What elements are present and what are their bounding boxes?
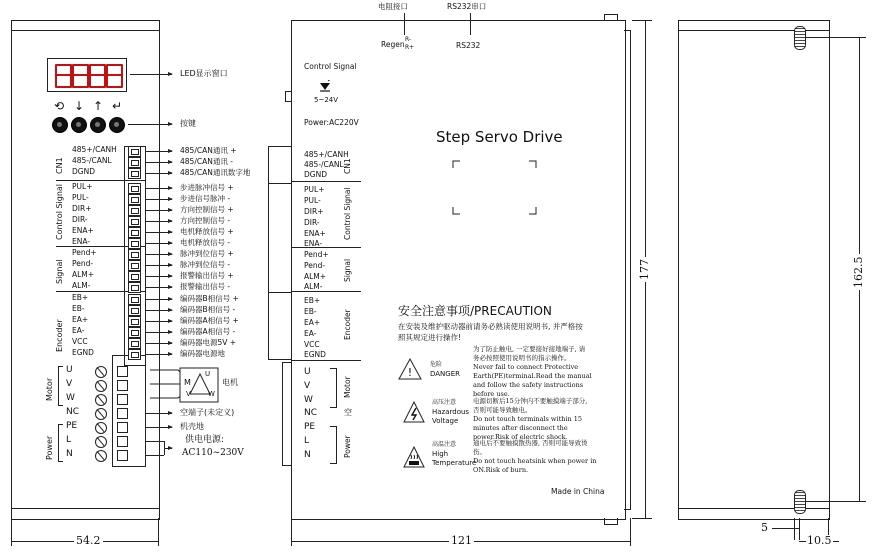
annotation-leader (146, 254, 172, 255)
annotation-leader (146, 321, 172, 322)
dimension-extension (806, 37, 866, 38)
side-motor-pin: W (304, 395, 313, 405)
side-motor-pin: NC (304, 408, 318, 418)
screw-icon (95, 436, 107, 448)
screw-icon (95, 394, 107, 406)
temp-text: ON.Risk of burn. (473, 466, 529, 474)
annotation-leader (146, 354, 172, 355)
side-motor-pin: V (304, 381, 311, 391)
annotation-leader (146, 151, 172, 152)
nc-leader (146, 413, 172, 414)
annotation-leader (146, 232, 172, 233)
annotation-leader (146, 199, 172, 200)
terminal-slot (128, 205, 141, 216)
motor-symbol-v: V (186, 390, 191, 398)
voltage-en: Hazardous (432, 408, 470, 416)
pe-leader (146, 427, 172, 428)
pin-label: EB+ (72, 293, 89, 302)
terminal-slot (128, 227, 141, 238)
side-control-signal-label: Control Signal (343, 187, 352, 240)
dimension-extension (158, 518, 159, 546)
mounting-slot (794, 26, 806, 50)
side-motor-pin: PE (304, 422, 316, 432)
pin-label: EB- (72, 304, 85, 313)
annotation-text: 电机释放信号 + (180, 227, 234, 236)
terminal-slot (128, 146, 141, 157)
pin-label: VCC (72, 337, 88, 346)
side-power-bracket (330, 426, 337, 464)
nc-annotation: 空端子(未定义) (180, 408, 235, 417)
annotation-text: 方向控制信号 + (180, 205, 234, 214)
temp-text: 伤。 (473, 448, 486, 456)
terminal-box (117, 366, 128, 377)
buttons-leader (128, 124, 172, 125)
annotation-text: 电机释放信号 - (180, 238, 231, 247)
side-pin-label: EB+ (304, 296, 321, 305)
annotation-text: 步进脉冲信号 + (180, 183, 234, 192)
dimension-extension (632, 20, 652, 21)
pin-label: ALM+ (72, 270, 95, 279)
dimension-extension (799, 518, 800, 540)
danger-text: Never fail to connect Protective (473, 363, 579, 371)
motor-pin-label: V (66, 379, 73, 389)
motor-symbol-u: U (205, 370, 211, 378)
signal-group-label: Signal (55, 259, 64, 284)
encoder-group-label: Encoder (55, 319, 64, 352)
dimension-extension (794, 518, 795, 540)
terminal-box (117, 394, 128, 405)
back-panel-bottom-edge (678, 508, 829, 509)
motor-pin-label: PE (66, 421, 78, 431)
terminal-box (117, 436, 128, 447)
side-width-dimension: 121 (451, 534, 472, 547)
group-divider (56, 180, 146, 181)
side-motor-bracket (330, 368, 337, 408)
side-pin-label: PUL- (304, 196, 321, 205)
button-symbol: ↵ (112, 99, 123, 113)
terminal-box (117, 380, 128, 391)
annotation-text: 方向控制信号 - (180, 216, 231, 225)
terminal-slot (128, 316, 141, 327)
annotation-leader (146, 332, 172, 333)
precaution-intro: 照其规定进行操作! (398, 333, 462, 342)
side-pin-label: DIR+ (304, 207, 324, 216)
side-cn1-label: CN1 (343, 158, 352, 174)
hot-surface-icon (403, 446, 425, 468)
pe-annotation: 机壳地 (180, 422, 204, 431)
annotation-leader (146, 221, 172, 222)
high-voltage-icon (403, 401, 425, 423)
annotation-text: 485/CAN通讯数字地 (180, 168, 251, 177)
dimension-extension (632, 518, 652, 519)
motor-bracket (58, 366, 63, 406)
side-pin-label: PUL+ (304, 185, 325, 194)
front-panel-bottom-edge (11, 508, 160, 509)
voltage-label: 5~24V (314, 96, 339, 104)
voltage-en: Voltage (432, 417, 459, 425)
terminal-slot (128, 157, 141, 168)
annotation-text: 编码器A相信号 - (180, 327, 236, 336)
power-rating-label: Power:AC220V (304, 118, 359, 127)
terminal-box (117, 450, 128, 461)
led-digit (106, 64, 123, 88)
annotation-leader (146, 210, 172, 211)
side-group-divider (291, 291, 361, 292)
supply-leader (146, 441, 164, 442)
led-digit (55, 64, 72, 88)
power-bracket (58, 424, 63, 462)
pin-label: ENA+ (72, 226, 94, 235)
danger-text: 务必按照使用说明书的指示操作。 (473, 354, 571, 362)
side-group-divider (291, 360, 361, 361)
side-connector (268, 146, 292, 184)
danger-text: 为了防止触电, 一定要接好接地端子, 请 (473, 345, 586, 353)
product-title: Step Servo Drive (436, 128, 563, 146)
up-button[interactable] (90, 117, 106, 133)
power-group-label: Power (45, 435, 54, 460)
annotation-text: 编码器电源5V + (180, 338, 237, 347)
control-signal-label: Control Signal (304, 62, 357, 71)
annotation-leader (146, 162, 172, 163)
side-pin-label: ENA+ (304, 229, 326, 238)
button-symbol: ↑ (93, 99, 104, 113)
annotation-leader (146, 287, 172, 288)
made-in-label: Made in China (551, 487, 605, 496)
annotation-text: 脉冲到位信号 + (180, 249, 234, 258)
terminal-slot (128, 338, 141, 349)
temp-en: High (432, 450, 449, 458)
side-pin-label: Pend- (304, 261, 326, 270)
supply-range: AC110~230V (182, 448, 244, 458)
supply-leader (164, 448, 172, 449)
side-pin-label: DIR- (304, 218, 320, 227)
annotation-leader (146, 188, 172, 189)
side-panel-ledge (624, 30, 631, 510)
regen-label: Regen (381, 40, 405, 49)
side-encoder-label: Encoder (343, 309, 352, 340)
pin-label: ENA- (72, 237, 91, 246)
motor-annotation: 电机 (222, 378, 238, 387)
terminal-slot (128, 216, 141, 227)
side-motor-pin: U (304, 367, 311, 377)
mounting-slot (794, 490, 806, 514)
pin-label: DIR+ (72, 204, 92, 213)
back-panel-top-edge (678, 30, 829, 31)
control-signal-group-label: Control Signal (55, 183, 64, 240)
resistor-port-label: 电阻接口 (378, 2, 408, 11)
annotation-leader (146, 243, 172, 244)
motor-pin-label: U (66, 365, 73, 375)
pin-label: Pend+ (72, 248, 97, 257)
annotation-text: 485/CAN通讯 - (180, 157, 233, 166)
side-pin-label: 485-/CANL (304, 160, 344, 169)
regen-plus: R+ (405, 44, 415, 51)
bottom-foot (604, 518, 618, 525)
screw-icon (95, 408, 107, 420)
annotation-text: 步进信号脉冲 - (180, 194, 231, 203)
motor-symbol-w: W (208, 390, 215, 398)
terminal-slot (128, 294, 141, 305)
side-pin-label: EB- (304, 307, 317, 316)
terminal-box (117, 408, 128, 419)
side-connector (268, 292, 292, 360)
terminal-slot (128, 183, 141, 194)
danger-en: DANGER (430, 370, 461, 378)
pin-label: 485-/CANL (72, 156, 112, 165)
side-pin-label: EA- (304, 329, 317, 338)
front-width-dimension: 54.2 (76, 534, 101, 547)
side-motor-label: Motor (343, 376, 352, 398)
target-marks (452, 160, 538, 216)
side-signal-label: Signal (343, 258, 352, 282)
resistor-leader (404, 13, 405, 35)
danger-text: before use. (473, 390, 510, 398)
temp-text: Do not touch heatsink when power in (473, 457, 597, 465)
back-offset-dimension: 5 (761, 521, 768, 534)
screw-icon (95, 422, 107, 434)
pin-label: EA+ (72, 315, 89, 324)
terminal-slot (128, 249, 141, 260)
supply-annotation: 供电电源: (185, 435, 225, 445)
annotation-text: 编码器B相信号 - (180, 305, 236, 314)
enter-button[interactable] (109, 117, 125, 133)
led-leader (130, 74, 172, 75)
voltage-text: power.Risk of electric shock. (473, 433, 568, 441)
back-hole-dimension: 10.5 (807, 534, 832, 547)
danger-cn: 危险 (430, 361, 443, 368)
voltage-cn: 高压注意 (432, 399, 457, 406)
pin-label: Pend- (72, 259, 94, 268)
led-digit (72, 64, 89, 88)
back-button[interactable] (52, 117, 68, 133)
pin-label: ALM- (72, 281, 91, 290)
motor-group-label: Motor (45, 377, 54, 401)
terminal-slot (128, 168, 141, 179)
pin-label: DGND (72, 167, 95, 176)
terminal-slot (128, 238, 141, 249)
motor-pin-label: L (66, 435, 72, 445)
rs232-leader (470, 13, 471, 35)
side-motor-pin: L (304, 436, 310, 446)
supply-leader (146, 455, 164, 456)
temp-cn: 高温注意 (432, 441, 457, 448)
warning-icon (398, 358, 422, 380)
annotation-leader (146, 265, 172, 266)
side-pin-label: DGND (304, 170, 327, 179)
annotation-leader (146, 310, 172, 311)
button-symbol: ⟲ (54, 99, 65, 113)
pin-label: EGND (72, 348, 94, 357)
button-symbol: ↓ (74, 99, 85, 113)
pin-label: 485+/CANH (72, 145, 117, 154)
pin-label: EA- (72, 326, 85, 335)
annotation-text: 编码器B相信号 + (180, 294, 239, 303)
motor-pin-label: N (66, 449, 73, 459)
danger-text: and follow the safety instructions (473, 381, 584, 389)
pin-label: PUL- (72, 193, 89, 202)
terminal-slot (128, 305, 141, 316)
annotation-leader (146, 343, 172, 344)
annotation-leader (146, 276, 172, 277)
top-port-bump (604, 14, 618, 21)
voltage-text: minutes after disconnect the (473, 424, 568, 432)
pin-label: PUL+ (72, 182, 93, 191)
side-pin-label: ALM- (304, 282, 323, 291)
annotation-text: 编码器电源地 (180, 349, 225, 358)
cn1-group-label: CN1 (55, 157, 64, 174)
side-motor-pin: N (304, 450, 311, 460)
annotation-text: 485/CAN通讯 + (180, 146, 237, 155)
led-digit (89, 64, 106, 88)
voltage-text: 电源切断后15分钟内不要触摸端子部分, (473, 397, 588, 405)
annotation-leader (146, 173, 172, 174)
annotation-text: 报警输出信号 + (180, 271, 234, 280)
led-display-label: LED显示窗口 (180, 69, 228, 78)
side-pin-label: VCC (304, 340, 320, 349)
side-connector (268, 183, 292, 293)
voltage-text: 否则可能导致触电。 (473, 406, 532, 414)
side-pin-label: EGND (304, 350, 326, 359)
temp-text: 通电后不要触摸散热器, 否则可能导致烫 (473, 439, 588, 447)
annotation-text: 脉冲到位信号 - (180, 260, 231, 269)
side-connector (282, 362, 292, 466)
terminal-slot (128, 271, 141, 282)
side-power-label: Power (343, 435, 352, 458)
precaution-title: 安全注意事项/PRECAUTION (398, 304, 552, 318)
rs232-port-label: RS232串口 (447, 2, 487, 11)
side-nc-symbol: 空 (344, 408, 352, 417)
dimension-extension (806, 501, 866, 502)
back-panel (678, 20, 830, 520)
screw-icon (95, 380, 107, 392)
screw-icon (95, 366, 107, 378)
terminal-slot (128, 260, 141, 271)
terminal-slot (128, 194, 141, 205)
danger-text: Earth(PE)terminal.Read the manual (473, 372, 592, 380)
front-panel-top-edge (11, 30, 160, 31)
terminal-slot (128, 327, 141, 338)
svg-text:!: ! (407, 366, 413, 379)
voltage-text: Do not touch terminals within 15 (473, 415, 582, 423)
side-pin-label: Pend+ (304, 250, 329, 259)
annotation-text: 报警输出信号 - (180, 282, 231, 291)
side-group-divider (291, 247, 361, 248)
small-port (285, 91, 292, 102)
regen-minus: R- (405, 36, 412, 43)
side-pin-label: ENA- (304, 239, 323, 248)
side-pin-label: ALM+ (304, 272, 327, 281)
led-indicator-icon (318, 80, 332, 94)
motor-pin-label: NC (66, 407, 80, 417)
motor-symbol-m: M (184, 378, 191, 387)
temp-en: Temperature (432, 459, 477, 467)
terminal-slot (128, 349, 141, 360)
dimension-extension (630, 518, 631, 546)
side-pin-label: EA+ (304, 318, 321, 327)
screw-icon (95, 450, 107, 462)
offset-dimension-line (772, 528, 799, 529)
annotation-leader (146, 299, 172, 300)
side-pin-label: 485+/CANH (304, 150, 349, 159)
terminal-slot (128, 282, 141, 293)
led-display (47, 58, 127, 92)
side-group-divider (291, 181, 361, 182)
rs232-label: RS232 (456, 41, 481, 50)
precaution-intro: 在安装及维护驱动器前请务必熟读使用说明书, 并严格按 (398, 322, 583, 331)
buttons-label: 按键 (180, 119, 196, 128)
back-height-dimension: 162.5 (852, 256, 865, 288)
down-button[interactable] (71, 117, 87, 133)
terminal-box (117, 422, 128, 433)
pin-label: DIR- (72, 215, 88, 224)
annotation-text: 编码器A相信号 + (180, 316, 239, 325)
side-height-dimension: 177 (638, 259, 651, 280)
motor-pin-label: W (66, 393, 75, 403)
